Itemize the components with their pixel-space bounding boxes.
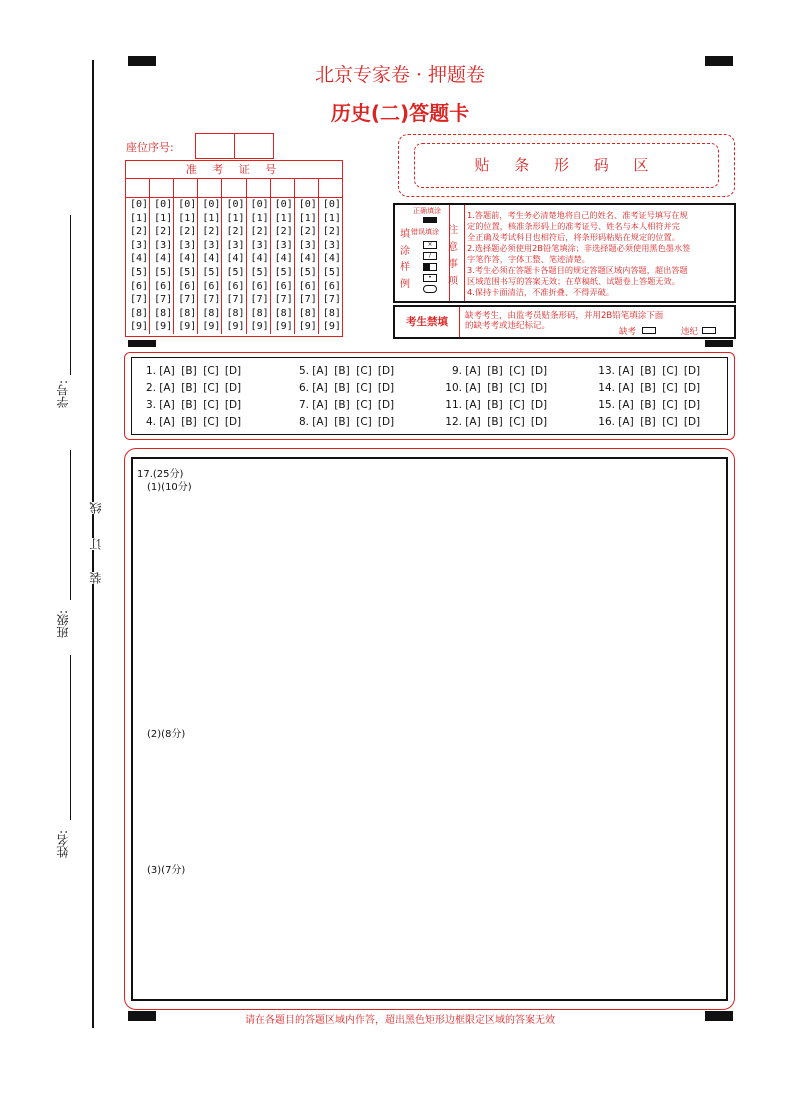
choice-option-bubble[interactable]: [A]: [159, 382, 175, 394]
notice-body: [464, 205, 734, 301]
choice-option-bubble[interactable]: [C]: [203, 399, 219, 411]
class-line: [70, 450, 71, 600]
choice-option-bubble[interactable]: [D]: [224, 399, 242, 411]
notice-line: 区域范围书写的答案无效；在草稿纸、试题卷上答题无效。: [467, 276, 680, 286]
choice-question-number: 13.: [598, 365, 615, 377]
choice-question: [138, 365, 244, 377]
choice-option-bubble[interactable]: [B]: [487, 399, 503, 411]
student-no-label: 学号:: [56, 380, 70, 409]
fill-example: [395, 205, 449, 301]
choice-option-bubble[interactable]: [C]: [662, 382, 678, 394]
choice-option-bubble[interactable]: [A]: [159, 399, 175, 411]
admission-digit-bubble[interactable]: [3]: [202, 239, 221, 251]
choice-option-bubble[interactable]: [D]: [224, 416, 242, 428]
choice-option-bubble[interactable]: [A]: [159, 365, 175, 377]
admission-digit-bubble[interactable]: [0]: [298, 199, 317, 210]
choice-option-bubble[interactable]: [D]: [377, 365, 395, 377]
admission-digit-bubble[interactable]: [3]: [322, 239, 341, 251]
choice-question-number: 3.: [145, 399, 156, 411]
admission-digit-column: [295, 198, 319, 334]
choice-question: [291, 399, 397, 411]
proctor-only-box: [393, 305, 736, 339]
admission-digit-bubble[interactable]: [3]: [154, 239, 173, 251]
choice-option-bubble[interactable]: [C]: [356, 416, 372, 428]
choice-option-bubble[interactable]: [B]: [181, 365, 197, 377]
notice-side-label-2: 意: [448, 242, 458, 253]
choice-question-number: 10.: [445, 382, 462, 394]
admission-digit-bubble[interactable]: [2]: [202, 226, 221, 238]
admission-digit-bubble[interactable]: [3]: [178, 239, 197, 251]
choice-option-bubble[interactable]: [B]: [640, 382, 656, 394]
fill-side-label-3: 样: [400, 262, 410, 273]
admission-digit-bubble[interactable]: [7]: [298, 294, 317, 306]
admission-digit-bubble[interactable]: [9]: [130, 321, 149, 333]
essay-section: [124, 448, 735, 1010]
choice-option-bubble[interactable]: [C]: [509, 399, 525, 411]
choice-option-bubble[interactable]: [B]: [334, 399, 350, 411]
exam-series-title: 北京专家卷 · 押题卷: [314, 64, 486, 86]
bind-char-xian: 线: [89, 502, 103, 514]
admission-bubble-columns: [126, 198, 342, 334]
admission-digit-bubble[interactable]: [7]: [178, 294, 197, 306]
choice-question-number: 15.: [598, 399, 615, 411]
choice-option-bubble[interactable]: [A]: [465, 382, 481, 394]
admission-digit-column: [150, 198, 174, 334]
admission-digit-bubble[interactable]: [2]: [226, 226, 245, 238]
choice-option-bubble[interactable]: [B]: [487, 382, 503, 394]
choice-question-number: 16.: [598, 416, 615, 428]
alignment-marker: [705, 340, 733, 347]
wrong-fill-label: 错误填涂: [411, 228, 439, 236]
choice-question: [291, 365, 397, 377]
admission-digit-bubble[interactable]: [2]: [274, 226, 293, 238]
choice-question: [138, 416, 244, 428]
admission-digit-bubble[interactable]: [6]: [298, 280, 317, 292]
admission-digit-bubble[interactable]: [8]: [250, 307, 269, 319]
choice-option-bubble[interactable]: [D]: [683, 416, 701, 428]
multiple-choice-grid: [131, 357, 728, 435]
choice-option-bubble[interactable]: [B]: [640, 416, 656, 428]
correct-fill-label: 正确填涂: [413, 207, 441, 215]
choice-question: [597, 365, 703, 377]
choice-question-number: 12.: [445, 416, 462, 428]
choice-question-number: 1.: [145, 365, 156, 377]
choice-option-bubble[interactable]: [D]: [224, 382, 242, 394]
choice-option-bubble[interactable]: [C]: [509, 416, 525, 428]
admission-digit-bubble[interactable]: [4]: [226, 253, 245, 265]
admission-digit-bubble[interactable]: [8]: [298, 307, 317, 319]
admission-digit-bubble[interactable]: [1]: [298, 212, 317, 224]
admission-digit-cell[interactable]: [222, 179, 246, 197]
answer-sheet-title: 历史(二)答题卡: [330, 101, 470, 125]
choice-option-bubble[interactable]: [C]: [356, 399, 372, 411]
choice-question: [597, 416, 703, 428]
admission-digit-bubble[interactable]: [1]: [226, 212, 245, 224]
question-17-label: 17.(25分): [137, 469, 184, 480]
admission-digit-bubble[interactable]: [6]: [154, 280, 173, 292]
choice-question-number: 14.: [598, 382, 615, 394]
choice-option-bubble[interactable]: [B]: [181, 416, 197, 428]
choice-question: [444, 365, 550, 377]
admission-digit-bubble[interactable]: [4]: [154, 253, 173, 265]
admission-digit-bubble[interactable]: [1]: [178, 212, 197, 224]
choice-option-bubble[interactable]: [D]: [530, 399, 548, 411]
fill-side-label-4: 例: [400, 279, 410, 290]
notice-line: 全正确及考试科目也相符后，将条形码粘贴在规定的位置。: [467, 232, 680, 242]
student-no-line: [70, 215, 71, 375]
choice-question-number: 2.: [145, 382, 156, 394]
admission-digit-bubble[interactable]: [9]: [226, 321, 245, 333]
admission-digit-bubble[interactable]: [9]: [202, 321, 221, 333]
name-line: [70, 655, 71, 820]
admission-digit-cell[interactable]: [271, 179, 295, 197]
admission-digit-bubble[interactable]: [8]: [154, 307, 173, 319]
admission-digit-bubble[interactable]: [2]: [154, 226, 173, 238]
absent-label: 缺考: [619, 327, 637, 337]
choice-option-bubble[interactable]: [B]: [334, 416, 350, 428]
question-17-part-1-label: (1)(10分): [147, 482, 192, 493]
choice-question-number: 4.: [145, 416, 156, 428]
class-label: 班级:: [56, 610, 70, 639]
admission-digit-bubble[interactable]: [2]: [130, 226, 149, 238]
choice-option-bubble[interactable]: [A]: [312, 399, 328, 411]
choice-question-number: 5.: [298, 365, 309, 377]
choice-option-bubble[interactable]: [A]: [312, 416, 328, 428]
admission-digit-bubble[interactable]: [3]: [298, 239, 317, 251]
admission-digit-cell[interactable]: [150, 179, 174, 197]
admission-digit-bubble[interactable]: [2]: [250, 226, 269, 238]
choice-question: [291, 416, 397, 428]
admission-digit-bubble[interactable]: [7]: [130, 294, 149, 306]
choice-option-bubble[interactable]: [D]: [683, 399, 701, 411]
admission-digit-bubble[interactable]: [4]: [202, 253, 221, 265]
admission-digit-bubble[interactable]: [5]: [178, 266, 197, 278]
choice-option-bubble[interactable]: [D]: [683, 365, 701, 377]
choice-option-bubble[interactable]: [B]: [487, 365, 503, 377]
choice-question: [138, 382, 244, 394]
choice-question: [597, 399, 703, 411]
wrong-fill-sample-slash-icon: /: [423, 252, 437, 260]
admission-digit-bubble[interactable]: [4]: [178, 253, 197, 265]
multiple-choice-section: [124, 352, 735, 440]
admission-digit-bubble[interactable]: [8]: [322, 307, 341, 319]
admission-digit-bubble[interactable]: [4]: [322, 253, 341, 265]
choice-option-bubble[interactable]: [D]: [683, 382, 701, 394]
admission-digit-bubble[interactable]: [9]: [250, 321, 269, 333]
admission-digit-bubble[interactable]: [4]: [250, 253, 269, 265]
choice-option-bubble[interactable]: [D]: [224, 365, 242, 377]
notice-section: [449, 205, 734, 301]
seat-number-box[interactable]: [234, 133, 274, 159]
admission-digit-bubble[interactable]: [0]: [130, 199, 149, 210]
admission-digit-bubble[interactable]: [0]: [250, 199, 269, 210]
proctor-only-label: 考生禁填: [395, 307, 460, 337]
notice-side-label-3: 事: [448, 259, 458, 270]
choice-option-bubble[interactable]: [A]: [312, 382, 328, 394]
admission-digit-cell[interactable]: [126, 179, 150, 197]
admission-digit-bubble[interactable]: [1]: [322, 212, 341, 224]
notice-line: 1.答题前，考生务必清楚地将自己的姓名、准考证号填写在规: [467, 210, 688, 220]
admission-digit-bubble[interactable]: [5]: [274, 266, 293, 278]
question-17-part-2-label: (2)(8分): [147, 729, 186, 740]
wrong-fill-sample-oval-icon: [423, 285, 437, 293]
admission-digit-bubble[interactable]: [7]: [202, 294, 221, 306]
choice-option-bubble[interactable]: [D]: [377, 416, 395, 428]
admission-digit-bubble[interactable]: [0]: [154, 199, 173, 210]
admission-digit-bubble[interactable]: [8]: [178, 307, 197, 319]
choice-option-bubble[interactable]: [C]: [203, 416, 219, 428]
admission-digit-bubble[interactable]: [5]: [202, 266, 221, 278]
wrong-fill-sample-half-icon: [423, 263, 437, 271]
admission-digit-bubble[interactable]: [8]: [274, 307, 293, 319]
admission-digit-bubble[interactable]: [5]: [298, 266, 317, 278]
fill-side-label-2: 涂: [400, 246, 410, 257]
essay-answer-area[interactable]: [131, 457, 728, 1001]
admission-digit-bubble[interactable]: [4]: [298, 253, 317, 265]
barcode-label: 贴 条 形 码 区: [414, 143, 719, 188]
notice-line: 定的位置，核准条形码上的准考证号、姓名与本人相符并完: [467, 221, 680, 231]
admission-digit-bubble[interactable]: [5]: [130, 266, 149, 278]
admission-digit-bubble[interactable]: [3]: [250, 239, 269, 251]
admission-digit-bubble[interactable]: [5]: [226, 266, 245, 278]
absent-checkbox[interactable]: [642, 327, 656, 334]
admission-digit-column: [126, 198, 150, 334]
admission-digit-bubble[interactable]: [3]: [226, 239, 245, 251]
admission-digit-bubble[interactable]: [2]: [322, 226, 341, 238]
admission-digit-bubble[interactable]: [6]: [178, 280, 197, 292]
bind-char-ding: 订: [89, 538, 103, 550]
choice-option-bubble[interactable]: [C]: [203, 382, 219, 394]
admission-digit-column: [198, 198, 222, 334]
admission-digit-bubble[interactable]: [5]: [250, 266, 269, 278]
admission-digit-bubble[interactable]: [8]: [130, 307, 149, 319]
admission-digit-cell[interactable]: [319, 179, 342, 197]
admission-digit-bubble[interactable]: [4]: [274, 253, 293, 265]
admission-digit-bubble[interactable]: [0]: [322, 199, 341, 210]
admission-digit-column: [319, 198, 342, 334]
admission-digit-bubble[interactable]: [0]: [226, 199, 245, 210]
choice-question-number: 9.: [451, 365, 462, 377]
admission-digit-bubble[interactable]: [1]: [250, 212, 269, 224]
choice-option-bubble[interactable]: [D]: [377, 399, 395, 411]
choice-option-bubble[interactable]: [C]: [509, 365, 525, 377]
choice-option-bubble[interactable]: [B]: [640, 399, 656, 411]
notice-line: 2.选择题必须使用2B铅笔填涂；非选择题必须使用黑色墨水签: [467, 243, 691, 253]
footer-note: 请在各题目的答题区域内作答，超出黑色矩形边框限定区域的答案无效: [245, 1015, 555, 1026]
choice-question: [444, 399, 550, 411]
notice-line: 3.考生必须在答题卡各题目的规定答题区域内答题，超出答题: [467, 265, 688, 275]
choice-option-bubble[interactable]: [B]: [487, 416, 503, 428]
choice-option-bubble[interactable]: [B]: [181, 382, 197, 394]
choice-option-bubble[interactable]: [B]: [640, 365, 656, 377]
choice-question: [138, 399, 244, 411]
choice-option-bubble[interactable]: [A]: [618, 416, 634, 428]
admission-digit-bubble[interactable]: [9]: [274, 321, 293, 333]
choice-question: [444, 416, 550, 428]
choice-option-bubble[interactable]: [A]: [465, 365, 481, 377]
admission-digit-column: [247, 198, 271, 334]
choice-option-bubble[interactable]: [B]: [334, 365, 350, 377]
admission-digit-bubble[interactable]: [9]: [322, 321, 341, 333]
admission-digit-bubble[interactable]: [0]: [178, 199, 197, 210]
admission-number-label: 准 考 证 号: [126, 161, 342, 179]
admission-digit-bubble[interactable]: [7]: [322, 294, 341, 306]
admission-digit-bubble[interactable]: [1]: [202, 212, 221, 224]
choice-question: [291, 382, 397, 394]
admission-digit-bubble[interactable]: [7]: [154, 294, 173, 306]
admission-digit-bubble[interactable]: [1]: [130, 212, 149, 224]
choice-option-bubble[interactable]: [B]: [181, 399, 197, 411]
admission-digit-cell[interactable]: [198, 179, 222, 197]
notice-line: 4.保持卡面清洁，不准折叠、不得弄破。: [467, 287, 614, 297]
choice-option-bubble[interactable]: [A]: [159, 416, 175, 428]
seat-number-box[interactable]: [195, 133, 235, 159]
choice-option-bubble[interactable]: [C]: [203, 365, 219, 377]
choice-option-bubble[interactable]: [D]: [530, 416, 548, 428]
admission-digit-bubble[interactable]: [7]: [226, 294, 245, 306]
admission-digit-bubble[interactable]: [4]: [130, 253, 149, 265]
admission-digit-bubble[interactable]: [8]: [202, 307, 221, 319]
admission-digit-cell[interactable]: [174, 179, 198, 197]
choice-option-bubble[interactable]: [A]: [465, 399, 481, 411]
admission-digit-bubble[interactable]: [7]: [250, 294, 269, 306]
admission-digit-cell[interactable]: [247, 179, 271, 197]
question-17-part-3-label: (3)(7分): [147, 865, 186, 876]
admission-digit-cell[interactable]: [295, 179, 319, 197]
barcode-area: [398, 134, 735, 197]
admission-digit-bubble[interactable]: [0]: [274, 199, 293, 210]
proctor-instruction-2: 的缺考考或违纪标记。: [465, 321, 551, 331]
proctor-instruction-1: 缺考考生，由监考员贴条形码，并用2B铅笔填涂下面: [465, 311, 664, 321]
admission-digit-bubble[interactable]: [6]: [202, 280, 221, 292]
fill-side-label-1: 填: [400, 229, 410, 240]
admission-digit-bubble[interactable]: [0]: [202, 199, 221, 210]
admission-digit-bubble[interactable]: [1]: [274, 212, 293, 224]
name-label: 姓名:: [56, 830, 70, 859]
seat-number-label: 座位序号:: [126, 141, 174, 154]
correct-fill-sample: [423, 217, 437, 223]
choice-option-bubble[interactable]: [A]: [465, 416, 481, 428]
choice-option-bubble[interactable]: [D]: [377, 382, 395, 394]
notice-line: 字笔作答，字体工整、笔迹清楚。: [467, 254, 590, 264]
choice-option-bubble[interactable]: [C]: [662, 399, 678, 411]
admission-digit-bubble[interactable]: [7]: [274, 294, 293, 306]
choice-question: [597, 382, 703, 394]
admission-number-write-row: [126, 179, 342, 198]
notice-side-label-4: 项: [448, 276, 458, 287]
choice-option-bubble[interactable]: [D]: [530, 365, 548, 377]
violation-label: 违纪: [681, 327, 699, 337]
admission-digit-bubble[interactable]: [2]: [298, 226, 317, 238]
admission-number-grid: [125, 160, 343, 337]
admission-digit-bubble[interactable]: [5]: [154, 266, 173, 278]
admission-digit-column: [222, 198, 246, 334]
choice-option-bubble[interactable]: [A]: [618, 399, 634, 411]
wrong-fill-sample-dot-icon: •: [423, 274, 437, 282]
admission-digit-bubble[interactable]: [3]: [274, 239, 293, 251]
admission-digit-bubble[interactable]: [1]: [154, 212, 173, 224]
admission-digit-column: [271, 198, 295, 334]
choice-option-bubble[interactable]: [A]: [618, 382, 634, 394]
choice-question-number: 6.: [298, 382, 309, 394]
admission-digit-bubble[interactable]: [9]: [154, 321, 173, 333]
violation-checkbox[interactable]: [702, 327, 716, 334]
admission-digit-bubble[interactable]: [5]: [322, 266, 341, 278]
choice-question-number: 8.: [298, 416, 309, 428]
choice-option-bubble[interactable]: [A]: [618, 365, 634, 377]
admission-digit-bubble[interactable]: [3]: [130, 239, 149, 251]
choice-option-bubble[interactable]: [C]: [662, 416, 678, 428]
choice-option-bubble[interactable]: [C]: [509, 382, 525, 394]
instructions-box: [393, 203, 736, 303]
choice-question: [444, 382, 550, 394]
admission-digit-bubble[interactable]: [8]: [226, 307, 245, 319]
choice-option-bubble[interactable]: [A]: [312, 365, 328, 377]
admission-digit-bubble[interactable]: [9]: [178, 321, 197, 333]
admission-digit-bubble[interactable]: [6]: [226, 280, 245, 292]
admission-digit-bubble[interactable]: [9]: [298, 321, 317, 333]
admission-digit-bubble[interactable]: [6]: [274, 280, 293, 292]
choice-option-bubble[interactable]: [C]: [662, 365, 678, 377]
admission-digit-column: [174, 198, 198, 334]
notice-side-label-1: 注: [448, 225, 458, 236]
choice-option-bubble[interactable]: [C]: [356, 382, 372, 394]
admission-digit-bubble[interactable]: [6]: [322, 280, 341, 292]
choice-option-bubble[interactable]: [B]: [334, 382, 350, 394]
choice-question-number: 11.: [445, 399, 462, 411]
alignment-marker: [128, 340, 156, 347]
admission-digit-bubble[interactable]: [2]: [178, 226, 197, 238]
bind-char-zhuang: 装: [89, 572, 103, 584]
admission-digit-bubble[interactable]: [6]: [250, 280, 269, 292]
choice-question-number: 7.: [298, 399, 309, 411]
wrong-fill-sample-cross-icon: ×: [423, 241, 437, 249]
choice-option-bubble[interactable]: [D]: [530, 382, 548, 394]
admission-digit-bubble[interactable]: [6]: [130, 280, 149, 292]
choice-option-bubble[interactable]: [C]: [356, 365, 372, 377]
